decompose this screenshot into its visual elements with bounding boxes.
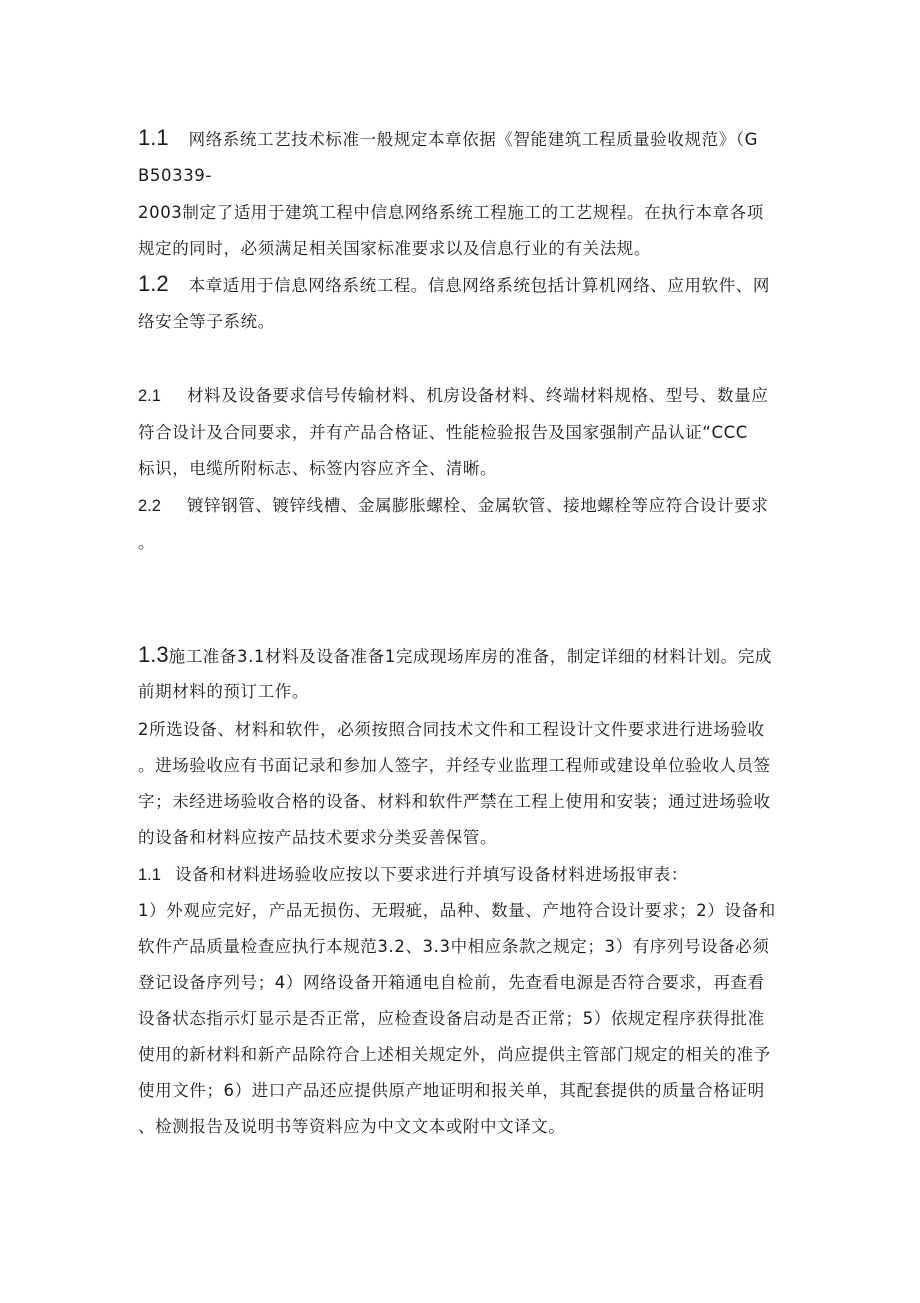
paragraph-text: 使用文件；6）进口产品还应提供原产地证明和报关单，其配套提供的质量合格证明 [138,1081,765,1100]
paragraph-text: 2所选设备、材料和软件，必须按照合同技术文件和工程设计文件要求进行进场验收 [138,720,765,739]
paragraph-1-2-line-1 [138,271,770,296]
paragraph-1-1b-line-6 [138,1045,771,1065]
paragraph-1-2-line-2 [138,312,275,332]
paragraph-1-3-line-1 [138,642,773,667]
paragraph-1-1b-line-4 [138,973,765,993]
paragraph-1-1b-line-1 [138,865,688,885]
paragraph-text: 的设备和材料应按产品技术要求分类妥善保管。 [138,828,498,847]
section-number: 1.1 [138,125,169,150]
paragraph-2-2-line-2 [138,533,155,553]
paragraph-text: 设备状态指示灯显示是否正常，应检查设备启动是否正常；5）依规定程序获得批准 [138,1009,765,1028]
paragraph-text: 镀锌钢管、镀锌线槽、金属膨胀螺栓、金属软管、接地螺栓等应符合设计要求 [186,496,769,515]
paragraph-1-3-line-3 [138,720,765,740]
paragraph-1-3-line-2 [138,682,309,702]
paragraph-1-1-line-4 [138,239,651,259]
paragraph-2-1-line-1 [138,386,768,406]
paragraph-text: B50339- [138,166,212,185]
paragraph-text: 字；未经进场验收合格的设备、材料和软件严禁在工程上使用和安装；通过进场验收 [138,792,771,811]
paragraph-1-1b-line-8 [138,1117,566,1137]
paragraph-1-1b-line-2 [138,901,776,921]
paragraph-text: 材料及设备要求信号传输材料、机房设备材料、终端材料规格、型号、数量应 [186,386,769,405]
paragraph-text: 标识，电缆所附标志、标签内容应齐全、清晰。 [138,459,498,478]
paragraph-text: 符合设计及合同要求，并有产品合格证、性能检验报告及国家强制产品认证“CCC [138,423,748,442]
paragraph-text: 规定的同时，必须满足相关国家标准要求以及信息行业的有关法规。 [138,239,651,258]
paragraph-1-3-line-5 [138,792,771,812]
paragraph-1-1b-line-7 [138,1081,765,1101]
section-number: 1.3 [138,642,169,667]
paragraph-text: 使用的新材料和新产品除符合上述相关规定外，尚应提供主管部门规定的相关的准予 [138,1045,771,1064]
paragraph-text: 、检测报告及说明书等资料应为中文文本或附中文译文。 [138,1117,566,1136]
section-number: 2.2 [138,497,161,515]
paragraph-text: 。进场验收应有书面记录和参加人签字，并经专业监理工程师或建设单位验收人员签 [138,756,771,775]
paragraph-text: 。 [138,533,156,552]
paragraph-1-1b-line-5 [138,1009,765,1029]
paragraph-text: 施工准备3.1材料及设备准备1完成现场库房的准备，制定详细的材料计划。完成 [168,647,773,666]
paragraph-1-1-line-2 [138,166,212,186]
paragraph-text: 设备和材料进场验收应按以下要求进行并填写设备材料进场报审表： [174,865,688,884]
paragraph-text: 本章适用于信息网络系统工程。信息网络系统包括计算机网络、应用软件、网 [188,276,770,295]
paragraph-1-3-line-6 [138,828,497,848]
paragraph-text: 前期材料的预订工作。 [138,682,309,701]
paragraph-1-1-line-3 [138,203,764,223]
paragraph-text: 登记设备序列号；4）网络设备开箱通电自检前，先查看电源是否符合要求，再查看 [138,973,765,992]
paragraph-1-1-line-1 [138,125,759,150]
paragraph-2-1-line-3 [138,459,497,479]
paragraph-1-1b-line-3 [138,937,769,957]
paragraph-text: 络安全等子系统。 [138,312,275,331]
section-number: 2.1 [138,387,161,405]
paragraph-text: 2003制定了适用于建筑工程中信息网络系统工程施工的工艺规程。在执行本章各项 [138,203,764,222]
paragraph-text: 网络系统工艺技术标准一般规定本章依据《智能建筑工程质量验收规范》（G [188,130,759,149]
paragraph-2-2-line-1 [138,496,768,516]
paragraph-1-3-line-4 [138,756,771,776]
section-number: 1.1 [138,866,161,884]
paragraph-text: 1）外观应完好，产品无损伤、无瑕疵，品种、数量、产地符合设计要求；2）设备和 [138,901,776,920]
paragraph-text: 软件产品质量检查应执行本规范3.2、3.3中相应条款之规定；3）有序列号设备必须 [138,937,770,956]
section-number: 1.2 [138,271,169,296]
paragraph-2-1-line-2 [138,423,748,443]
